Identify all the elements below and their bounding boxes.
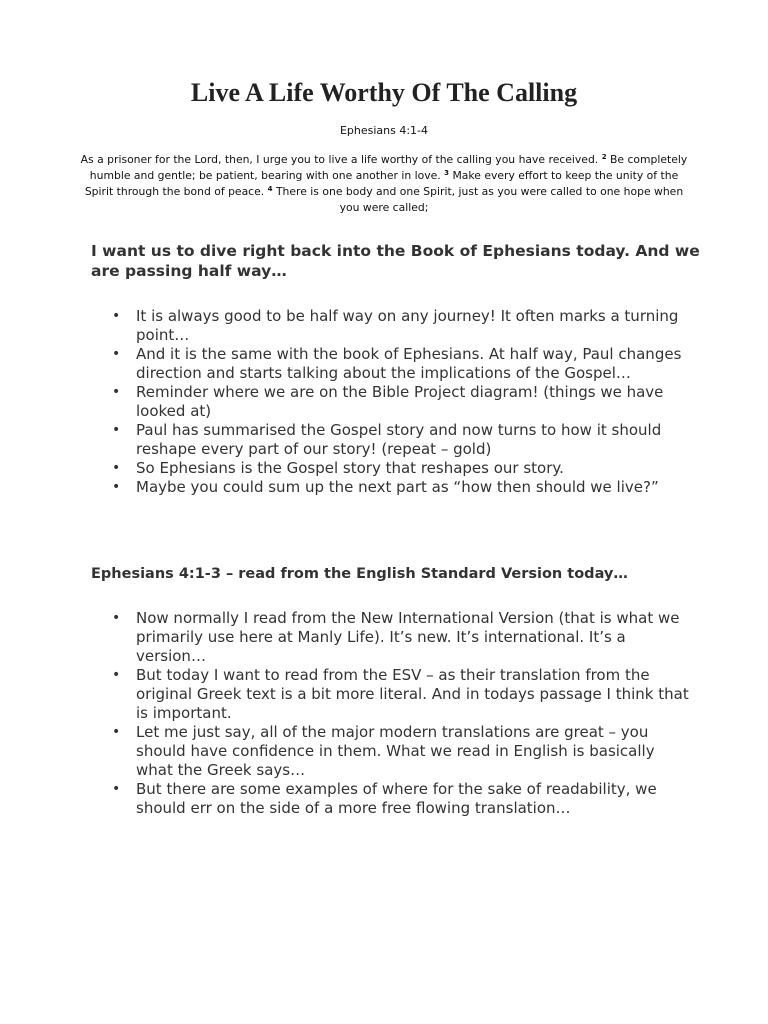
section-1-bullet-list [91, 307, 691, 497]
list-item [91, 421, 691, 459]
list-item-text: And it is the same with the book of Ephesians. At half way, Paul changes direction and starts talking about the implications of the Gospel… [136, 345, 682, 382]
scripture-reference: Ephesians 4:1-4 [339, 124, 429, 137]
list-item-text: So Ephesians is the Gospel story that reshapes our story. [136, 459, 564, 477]
list-item [91, 478, 691, 497]
scripture-passage [80, 152, 688, 216]
bullet-icon: • [112, 781, 121, 797]
verse-2-number: 2 [601, 153, 607, 161]
list-item-text: Reminder where we are on the Bible Project diagram! (things we have looked at) [136, 383, 664, 420]
list-item-text: Paul has summarised the Gospel story and now turns to how it should reshape every part of our story! (repeat – gold) [136, 421, 662, 458]
section-2-heading: Ephesians 4:1-3 – read from the English Standard Version today… [91, 566, 628, 582]
section-1-heading: I want us to dive right back into the Book of Ephesians today. And we are passing half way… [91, 242, 700, 280]
list-item [91, 723, 691, 780]
list-item [91, 609, 691, 666]
list-item-text: Maybe you could sum up the next part as “how then should we live?” [136, 478, 659, 496]
bullet-icon: • [112, 667, 121, 683]
list-item-text: Now normally I read from the New International Version (that is what we primarily use here at Manly Life). It’s new. It’s international. It’s a version… [136, 609, 680, 665]
bullet-icon: • [112, 346, 121, 362]
list-item-text: It is always good to be half way on any journey! It often marks a turning point… [136, 307, 679, 344]
verse-3-number: 3 [444, 169, 450, 177]
bullet-icon: • [112, 422, 121, 438]
bullet-icon: • [112, 308, 121, 324]
verse-1-text: As a prisoner for the Lord, then, I urge you to live a life worthy of the calling you have received. [80, 153, 599, 166]
list-item [91, 666, 691, 723]
list-item-text: Let me just say, all of the major modern translations are great – you should have confidence in them. What we read in English is basically what the Greek says… [136, 723, 655, 779]
list-item-text: But today I want to read from the ESV – as their translation from the original Greek text is a bit more literal. And in todays passage I think that is important. [136, 666, 689, 722]
verse-4-number: 4 [267, 185, 273, 193]
verse-2-text: Be completely humble and gentle; be patient, bearing with one another in love. [89, 153, 688, 182]
bullet-icon: • [112, 724, 121, 740]
list-item [91, 307, 691, 345]
list-item-text: But there are some examples of where for the sake of readability, we should err on the side of a more free flowing translation… [136, 780, 657, 817]
list-item [91, 459, 691, 478]
section-2-bullet-list [91, 609, 691, 818]
verse-3-text: Make every effort to keep the unity of the Spirit through the bond of peace. [84, 169, 679, 198]
bullet-icon: • [112, 384, 121, 400]
bullet-icon: • [112, 460, 121, 476]
page-title: Live A Life Worthy Of The Calling [190, 78, 578, 107]
verse-4-text: There is one body and one Spirit, just as you were called to one hope when you were called; [275, 185, 684, 214]
bullet-icon: • [112, 479, 121, 495]
bullet-icon: • [112, 610, 121, 626]
list-item [91, 345, 691, 383]
list-item [91, 383, 691, 421]
list-item [91, 780, 691, 818]
